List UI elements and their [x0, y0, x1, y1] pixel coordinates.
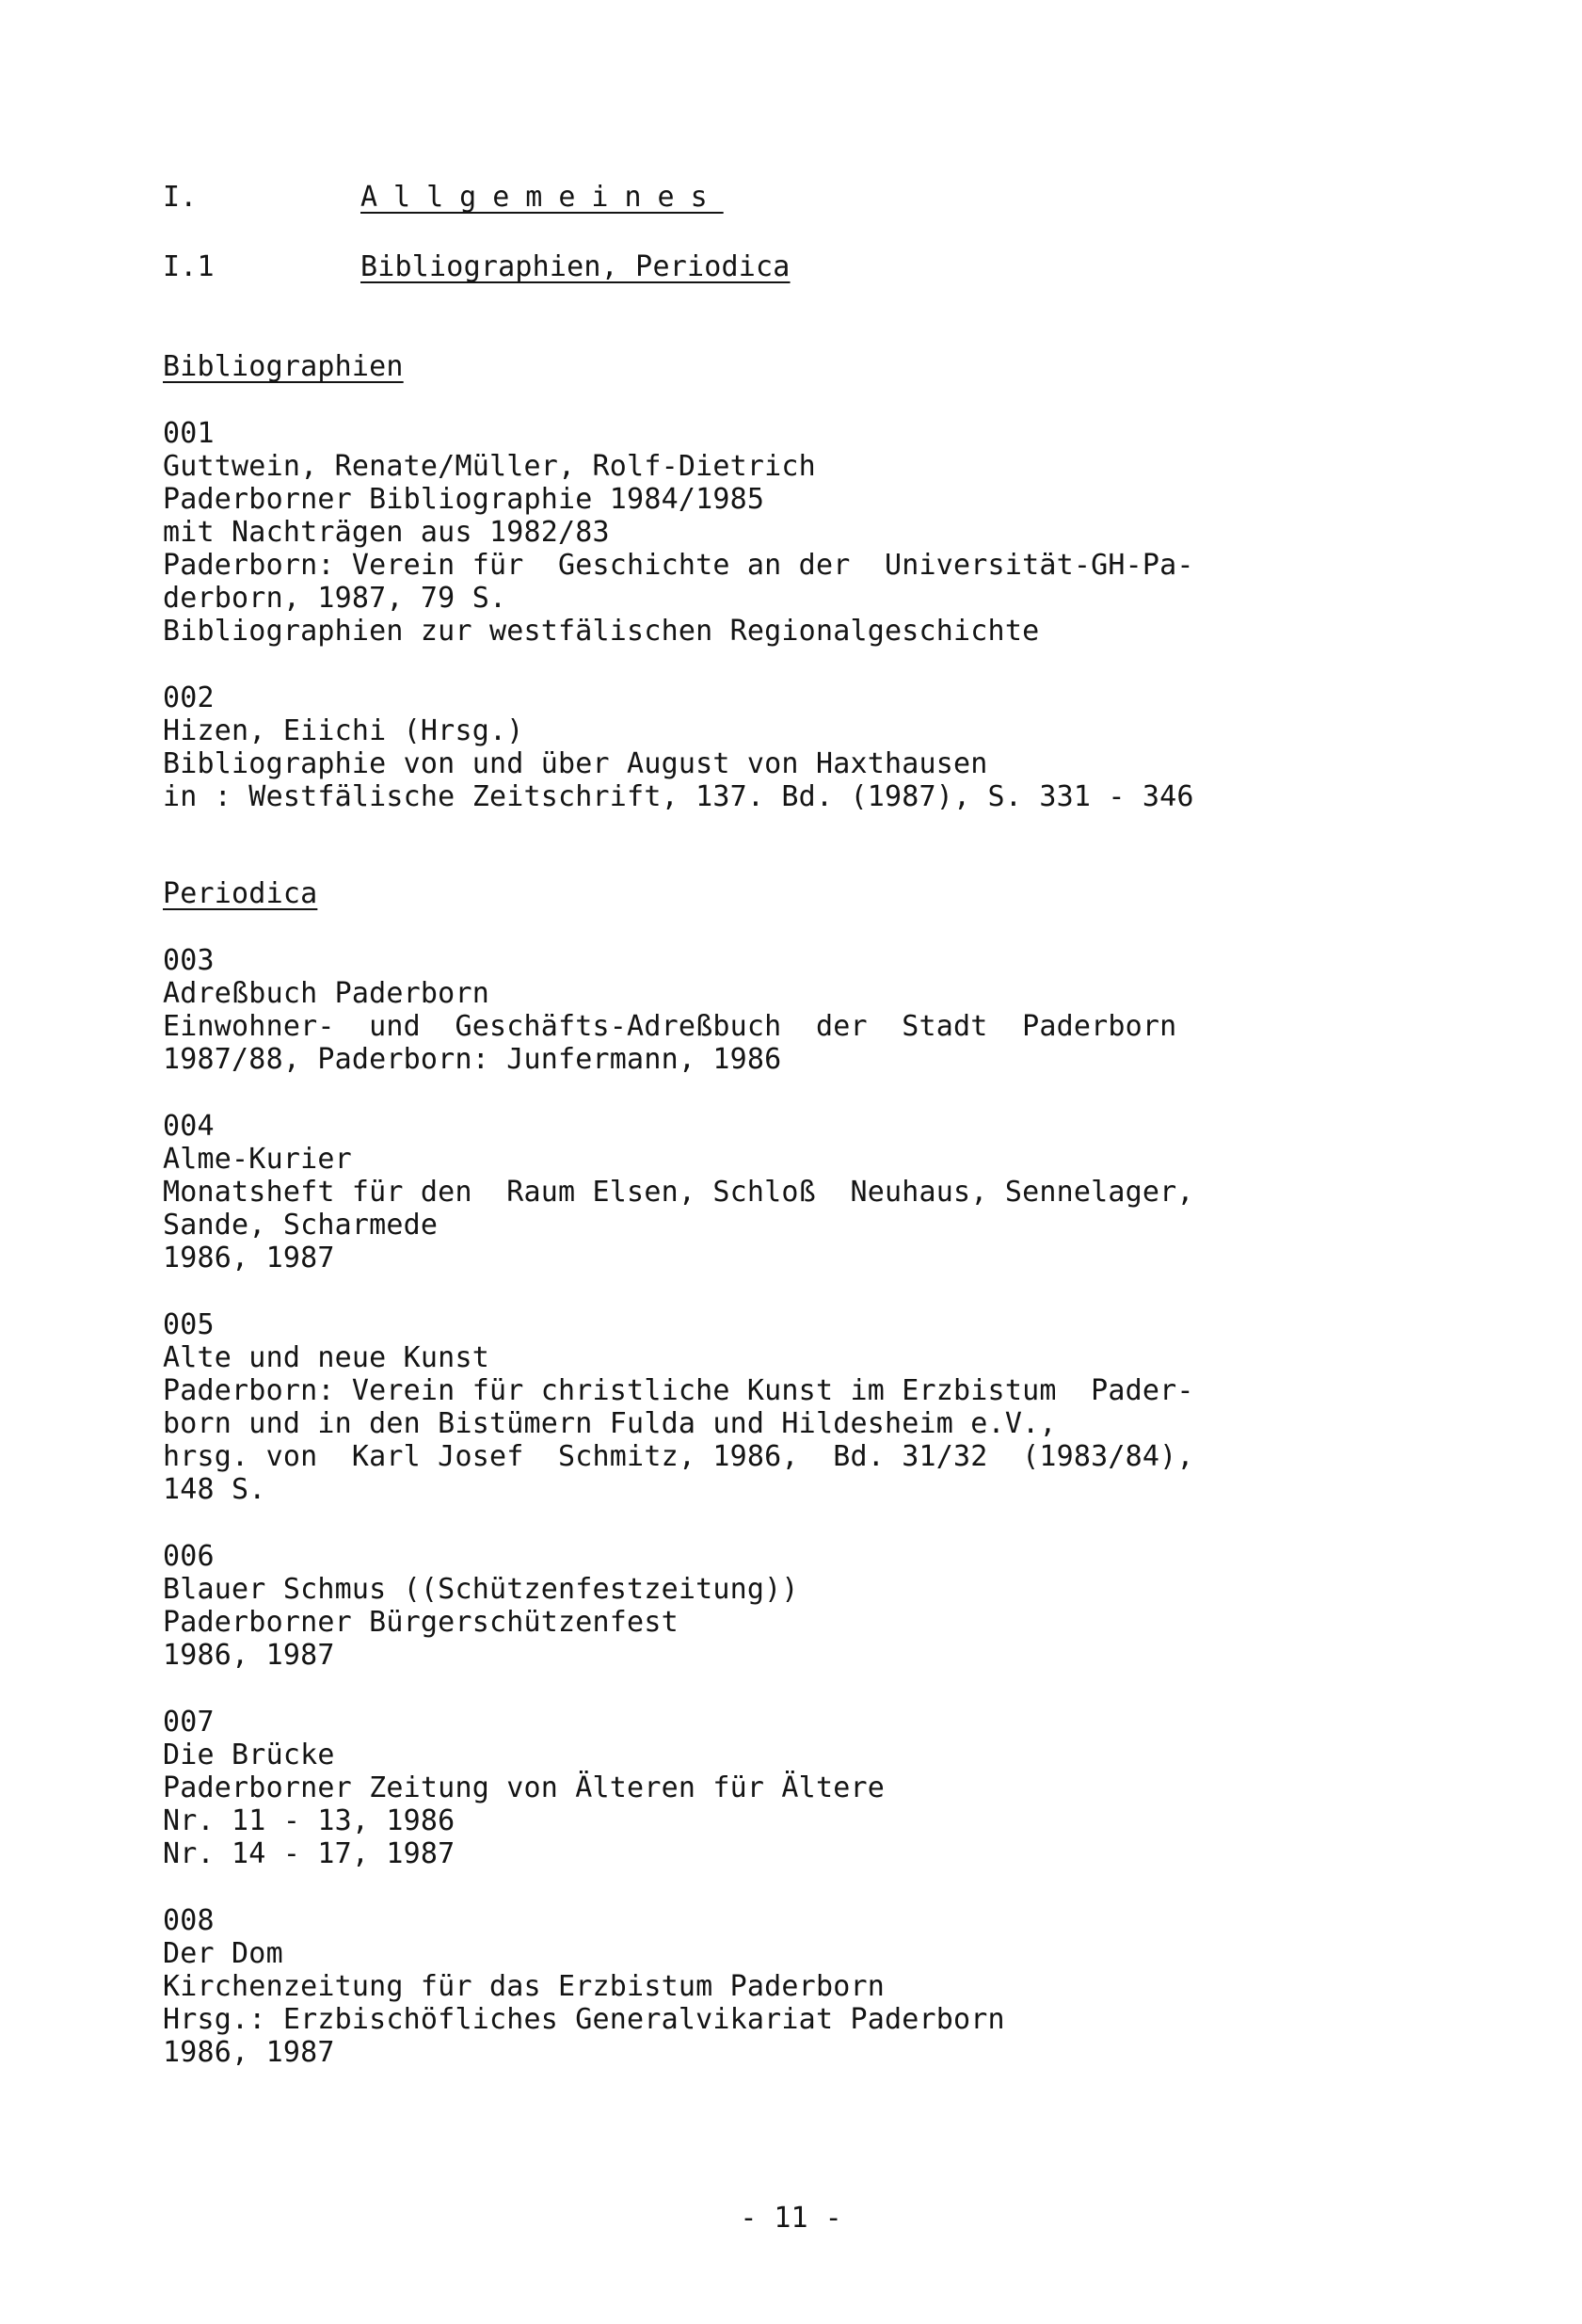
entry-line: Sande, Scharmede — [163, 1209, 439, 1242]
entry-line: hrsg. von Karl Josef Schmitz, 1986, Bd. 31/32 (1983/84), — [163, 1440, 1194, 1473]
entry-line: Alte und neue Kunst — [163, 1341, 489, 1374]
entry-line: Guttwein, Renate/Müller, Rolf-Dietrich — [163, 450, 816, 483]
heading-1-number: I. — [163, 181, 198, 214]
entry-line: Der Dom — [163, 1937, 283, 1970]
entry-line: Monatsheft für den Raum Elsen, Schloß Neuhaus, Sennelager, — [163, 1176, 1194, 1209]
entry-number: 002 — [163, 681, 215, 714]
heading-1-1-number: I.1 — [163, 250, 215, 283]
entry-line: 1986, 1987 — [163, 1639, 335, 1672]
section-title-periodica: Periodica — [163, 877, 318, 910]
entry-line: Kirchenzeitung für das Erzbistum Paderborn — [163, 1970, 885, 2003]
entry-line: in : Westfälische Zeitschrift, 137. Bd. (1987), S. 331 - 346 — [163, 780, 1194, 813]
entry-line: Paderborn: Verein für Geschichte an der Universität-GH-Pa- — [163, 549, 1194, 582]
entry-line: 1986, 1987 — [163, 1242, 335, 1274]
entry-number: 003 — [163, 944, 215, 977]
entry-line: 1986, 1987 — [163, 2036, 335, 2069]
entry-line: Einwohner- und Geschäfts-Adreßbuch der Stadt Paderborn — [163, 1010, 1177, 1043]
entry-line: Hizen, Eiichi (Hrsg.) — [163, 714, 524, 747]
heading-1-title: Allgemeines — [360, 181, 724, 214]
entry-line: 1987/88, Paderborn: Junfermann, 1986 — [163, 1043, 782, 1076]
entry-number: 007 — [163, 1706, 215, 1739]
entry-line: Die Brücke — [163, 1739, 335, 1771]
entry-number: 004 — [163, 1110, 215, 1143]
section-title-bibliographien: Bibliographien — [163, 350, 404, 383]
entry-line: Paderborner Bürgerschützenfest — [163, 1606, 679, 1639]
entry-line: Bibliographie von und über August von Haxthausen — [163, 747, 988, 780]
entry-line: Alme-Kurier — [163, 1143, 352, 1176]
entry-line: mit Nachträgen aus 1982/83 — [163, 516, 610, 549]
entry-line: Paderborner Zeitung von Älteren für Ältere — [163, 1771, 885, 1804]
entry-line: Adreßbuch Paderborn — [163, 977, 489, 1010]
entry-number: 008 — [163, 1904, 215, 1937]
entry-line: Paderborn: Verein für christliche Kunst im Erzbistum Pader- — [163, 1374, 1194, 1407]
entry-line: Nr. 11 - 13, 1986 — [163, 1804, 455, 1837]
entry-line: Paderborner Bibliographie 1984/1985 — [163, 483, 765, 516]
entry-number: 006 — [163, 1540, 215, 1573]
entry-line: Blauer Schmus ((Schützenfestzeitung)) — [163, 1573, 799, 1606]
heading-1-1-title: Bibliographien, Periodica — [360, 250, 791, 283]
entry-line: born und in den Bistümern Fulda und Hildesheim e.V., — [163, 1407, 1057, 1440]
entry-number: 001 — [163, 417, 215, 450]
entry-line: Nr. 14 - 17, 1987 — [163, 1837, 455, 1870]
entry-number: 005 — [163, 1308, 215, 1341]
entry-line: 148 S. — [163, 1473, 266, 1506]
entry-line: derborn, 1987, 79 S. — [163, 582, 507, 615]
page-number: - 11 - — [740, 2202, 842, 2235]
entry-line: Hrsg.: Erzbischöfliches Generalvikariat Paderborn — [163, 2003, 1005, 2036]
entry-line: Bibliographien zur westfälischen Regionalgeschichte — [163, 615, 1040, 648]
